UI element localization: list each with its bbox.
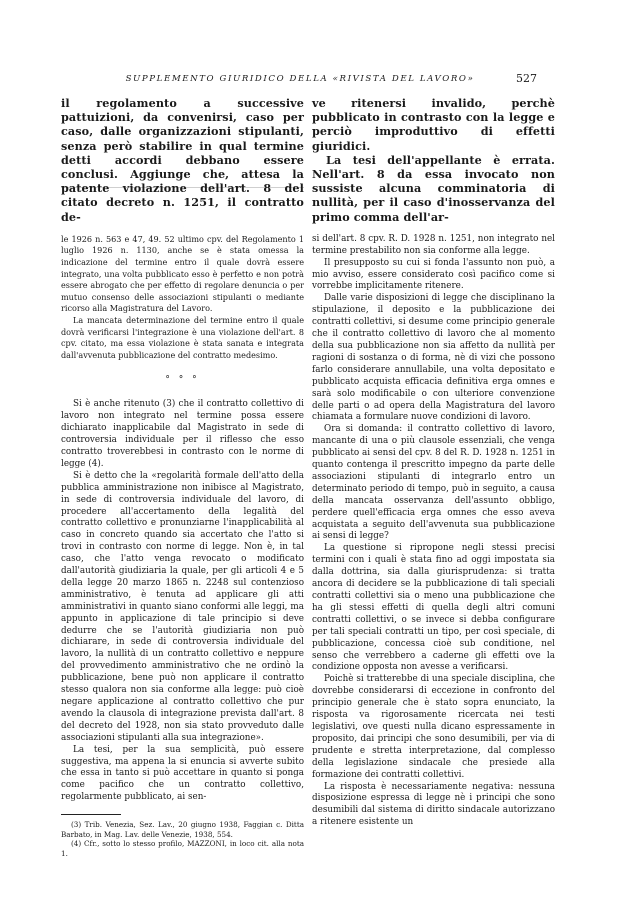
footnote-4: (4) Cfr., sotto lo stesso profilo, MAZZONI, in loco cit. alla nota 1. (61, 839, 304, 858)
spacer (312, 224, 555, 234)
left-body-paragraph-1: Si è anche ritenuto (3) che il contratto collettivo di lavoro non integrato nel termine possa essere dichiarato inapplicabile dal Magistrato in sede di controversia individuale per il riflesso che esso contratto troverebbesi in contrasto con le norme di legge (4). (61, 399, 304, 469)
footnote-3: (3) Trib. Venezia, Sez. Lav., 20 giugno 1938, Faggian c. Ditta Barbato, in Mag. Lav. delle Venezie, 1938, 554. (61, 820, 304, 839)
right-body-paragraph-3: Dalle varie disposizioni di legge che disciplinano la stipulazione, il deposito e la pubblicazione dei contratti collettivi, si desume come principio generale che il contratto collettivo di lavoro che al momento della sua pubblicazione non sia affetto da nullità per ragioni di sostanza o di forma, nè di vizi che possono farlo considerare annullabile, una volta depositato e pubblicato acquista efficacia definitiva erga omnes e sarà solo modificabile o con ulteriore convenzione delle parti o ad opera della Magistratura del lavoro chiamata a formulare nuove condizioni di lavoro. (312, 293, 555, 423)
left-lead-paragraph: il regolamento a successive pattuizioni, da convenirsi, caso per caso, dalle organizzazioni stipulanti, senza però stabilire in qual termine detti accordi debbano essere conclusi. Aggiunge che, attesa la patente violazione dell'art. 8 del citato decreto n. 1251, il contratto de- (61, 96, 304, 224)
right-body-paragraph-7: La risposta è necessariamente negativa: nessuna disposizione espressa di legge nè i principi che sono desumibili dal sistema di diritto sindacale autorizzano a ritenere esistente un (312, 781, 555, 828)
running-header (0, 74, 631, 90)
left-small-paragraph-1: le 1926 n. 563 e 47, 49. 52 ultimo cpv. del Regolamento 1 luglio 1926 n. 1130, anche se è stata omessa la indicazione del termine entro il quale dovrà essere integrato, una volta pubblicato esso è perfetto e non potrà essere abrogato che per effetto di regolare denuncia o per mutuo consenso delle associazioni stipulanti o mediante ricorso alla Magistratura del Lavoro. (61, 233, 304, 314)
right-body-paragraph-5: La questione si ripropone negli stessi precisi termini con i quali è stata fino ad oggi impostata sia dalla dottrina, sia dalla giurisprudenza: si tratta ancora di decidere se la pubblicazione di tali speciali contratti collettivi sia o meno una pubblicazione che ha gli stessi effetti di quella degli altri comuni contratti collettivi, o se invece si debba configurare per tali speciali contratti un tipo, per così speciale, di pubblicazione, concessa cioè sub conditione, nel senso che verrebbero a caderne gli effetti ove la condizione opposta non avesse a verificarsi. (312, 543, 555, 673)
page-number: 527 (516, 72, 537, 85)
right-lead-paragraph-1: ve ritenersi invalido, perchè pubblicato in contrasto con la legge e perciò improduttivo di effetti giuridici. (312, 96, 555, 153)
left-small-paragraph-2: La mancata determinazione del termine entro il quale dovrà verificarsi l'integrazione è una violazione dell'art. 8 cpv. citato, ma essa violazione è stata sanata e integrata dall'avvenuta pubblicazione del contratto medesimo. (61, 314, 304, 360)
footnote-rule (61, 814, 121, 815)
right-body-paragraph-2: Il presupposto su cui si fonda l'assunto non può, a mio avviso, essere considerato così pacifico come si vorrebbe implicitamente ritenere. (312, 257, 555, 292)
left-column (61, 96, 304, 859)
right-lead-paragraph-2: La tesi dell'appellante è errata. Nell'art. 8 da essa invocato non sussiste alcuna comminatoria di nullità, per il caso d'inosservanza del primo comma dell'ar- (312, 152, 555, 224)
right-body-paragraph-1: si dell'art. 8 cpv. R. D. 1928 n. 1251, non integrato nel termine prestabilito non sia conforme alla legge. (312, 233, 555, 256)
running-title: SUPPLEMENTO GIURIDICO DELLA «RIVISTA DEL LAVORO» (125, 74, 475, 84)
right-body-paragraph-4: Ora si domanda: il contratto collettivo di lavoro, mancante di una o più clausole essenziali, che venga pubblicato ai sensi del cpv. 8 del R. D. 1928 n. 1251 in quanto contenga il prescritto impegno da parte delle associazioni stipulanti di integrarlo entro un determinato periodo di tempo, può in seguito, a causa della mancata osservanza dell'assunto obbligo, perdere quell'efficacia erga omnes che esso aveva acquistata a seguito dell'avvenuta sua pubblicazione ai sensi di legge? (312, 424, 555, 542)
right-column (312, 96, 555, 829)
right-body-paragraph-6: Poichè si tratterebbe di una speciale disciplina, che dovrebbe considerarsi di eccezione in confronto del principio generale che è stato sopra enunciato, la risposta va rigorosamente ricercata nei testi legislativi, ove questi nulla dicano espressamente in proposito, dai principi che sono desumibili, per via di prudente e stretta interpretazione, dal complesso della legislazione sindacale che presiede alla formazione dei contratti collettivi. (312, 674, 555, 780)
left-body-paragraph-2: Si è detto che la «regolarità formale dell'atto della pubblica amministrazione non inibisce al Magistrato, in sede di controversia individuale del lavoro, di procedere all'accertamento della legalità del contratto collettivo e pronunziarne l'inapplicabilità al caso in concreto quando sia accertato che l'atto si trovi in contrasto con norme di legge. Non è, in tal caso, che l'atto venga revocato o modificato dall'autorità giudiziaria la quale, per gli articoli 4 e 5 della legge 20 marzo 1865 n. 2248 sul contenzioso amministrativo, è tenuta ad applicare gli atti amministrativi in quanto siano conformi alle leggi, ma appunto in applicazione di tale principio si deve dedurre che se l'autorità giudiziaria non può dichiarare, in sede di controversia individuale del lavoro, la nullità di un contratto collettivo e neppure del provvedimento amministrativo che ne ordinò la pubblicazione, bene può non applicare il contratto stesso qualora non sia conforme alla legge: può cioè negare applicazione al contratto collettivo che pur avendo la clausola di integrazione prevista dall'art. 8 del decreto del 1928, non sia stato provveduto dalle associazioni stipulanti alla sua integrazione». (61, 470, 304, 743)
left-body-paragraph-3: La tesi, per la sua semplicità, può essere suggestiva, ma appena la si enuncia si avverte subito che essa in tanto si può accettare in quanto si ponga come pacifico che un contratto collettivo, regolarmente pubblicato, ai sen- (61, 744, 304, 803)
spacer (61, 224, 304, 234)
section-separator: ° ° ° (165, 375, 200, 386)
